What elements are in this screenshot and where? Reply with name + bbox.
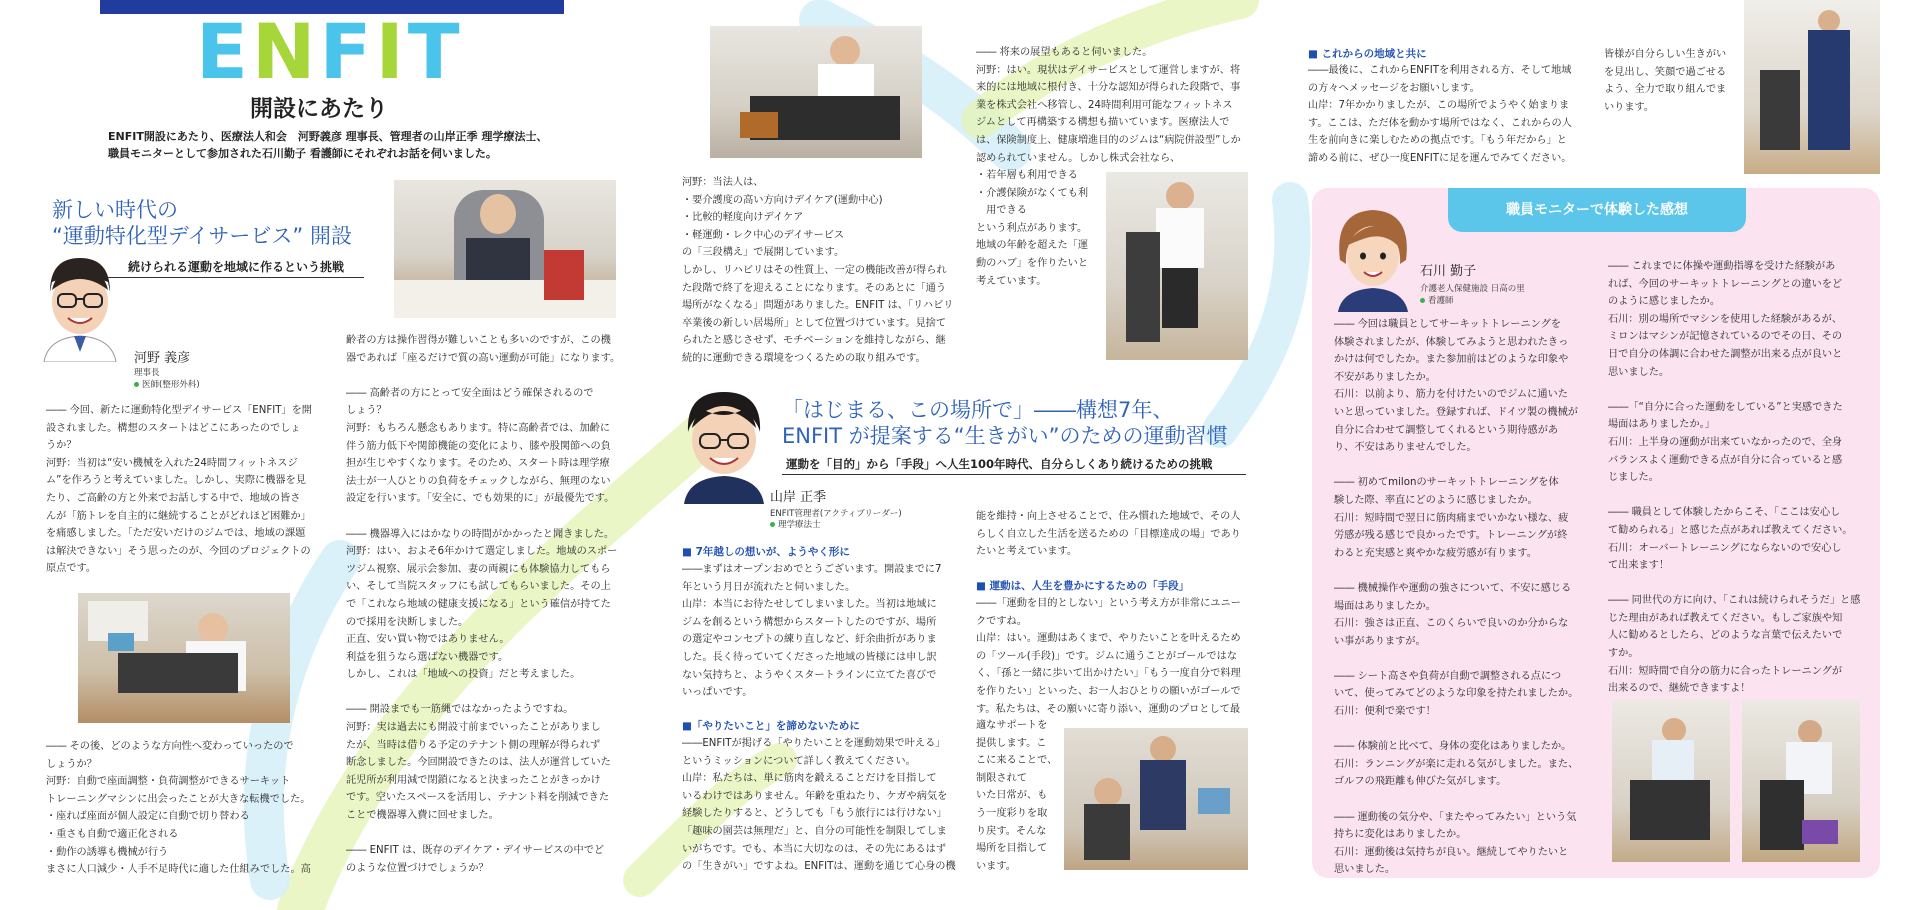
- elliptical-photo: [1106, 172, 1248, 360]
- article2-section1-title: ■ 7年越しの想いが、ようやく形に: [682, 546, 850, 558]
- article3-side: 皆様が自分らしい生きがい を見出し、笑顔で過ごせる よう、全力で取り組んでま いります。: [1604, 49, 1727, 113]
- article1-heading-line2: “運動特化型デイサービス” 開設: [52, 224, 352, 248]
- ishikawa-dept-dot: [1420, 298, 1425, 303]
- article2-section3-title: ■ 運動は、人生を豊かにするための「手段」: [976, 580, 1190, 592]
- article2-column2-top: 能を維持・向上させることで、住み慣れた地域で、その人 らしく自立した生活を送るための「目標達成の場」であり たいと考えています。: [976, 511, 1241, 558]
- article2-section2-title: ■「やりたいこと」を諦めないために: [682, 720, 860, 732]
- article2-tagline: 運動を「目的」から「手段」へ人生100年時代、自分らしくあり続けるための挑戦: [786, 457, 1213, 471]
- ishikawa-portrait-illustration: [1330, 204, 1416, 312]
- article1-column2: 齢者の方は操作習得が難しいことも多いのですが、この機 器であれば「座るだけで質の高い運動が可能」になります。 ―― 高齢者の方にとって安全面はどう確保されるので しょう？ 河野：もちろん懸念もあります。特に高齢者では、加齢に 伴う筋力低下や関節機能の変化により、膝や股関節への負 担が生じやすくなります。そのため、スタート時は理学療 法士が一人ひとりの負荷をチェックしながら、無理のない 設定を行います。「安全に、でも効果的に」が最優先です。 ―― 機器導入にはかなりの時間がかかったと聞きました。 河野：はい、およそ6年かけて選定しました。地域のスポー ツジム視察、展示会参加、妻の両親にも体験協力してもら い、そして当院スタッフにも試してもらいました。その上 で「これなら地域の健康支援になる」という確信が持てた ので採用を決断しました。 正直、安い買い物ではありません。 利益を狙うなら選ばない機器です。 しかし、これは「地域への投資」だと考えました。 ―― 開設までも一筋縄ではなかったようですね。 河野：実は過去にも開設寸前までいったことがありまし たが、当時は借りる予定のテナント側の理解が得られず 断念しました。今回開設できたのは、法人が運営していた 託児所が利用減で閉鎖になると決まったことがきっかけ です。空いたスペースを活用し、テナント料を削減できた ことで機器導入費に回せました。 ―― ENFIT は、既存のデイケア・デイサービスの中でど のような位置づけでしょうか？: [346, 335, 621, 874]
- monitor-banner-text: 職員モニターで体験した感想: [1506, 202, 1688, 218]
- kono-title: 理事長: [134, 368, 160, 378]
- article1-column4-top: ―― 将来の展望もあると伺いました。 河野：はい。現状はデイサービスとして運営しますが、将 来的には地域に根付き、十分な認知が得られた段階で、事 業を株式会社へ移管し、24時間利用可能なフィットネス ジムとして再構築する構想も描いています。医療法人で は、保険制度上、健康増進目的のジムは“病院併設型”しか 認められていません。しかし株式会社なら、: [976, 47, 1241, 164]
- article3-section-title: ■ これからの地域と共に: [1308, 48, 1427, 60]
- article2-section1-body: ――まずはオープンおめでとうございます。開設までに7 年という月日が流れたと伺いました。 山岸：本当にお待たせしてしまいました。当初は地域に ジムを創るという構想からスタートしたのですが、場所 の選定やコンセプトの練り直しなど、紆余曲折がありま した。長く待っていてくださった地域の皆様には申し訳 ない気持ちと、ようやくスタートラインに立てた喜びで いっぱいです。: [682, 564, 942, 699]
- article2-section2-body: ――ENFITが掲げる「やりたいことを運動効果で叶える」 というミッションについて詳しく教えてください。 山岸：私たちは、単に筋肉を鍛えることだけを目指して いるわけではありません。年齢を重ねたり、ケガや病気を 経験したりすると、どうしても「もう旅行には行けない」 「趣味の園芸は無理だ」と、自分の可能性を制限してしま いがちです。でも、本当に大切なのは、その先にあるはず の「生きがい」ですよね。ENFITは、運動を通じて心身の機: [682, 738, 956, 873]
- yamagishi-portrait-illustration: [674, 386, 774, 504]
- kono-name: 河野 義彦: [134, 351, 191, 366]
- article2-heading-line2: ENFIT が提案する“生きがい”のための運動習慣: [782, 424, 1228, 448]
- article1-column1-bottom: ―― その後、どのような方向性へ変わっていったので しょうか？ 河野：自動で座面調整・負荷調整ができるサーキット トレーニングマシンに出会ったことが大きな転機でした。 ・座れば座面が個人設定に自動で切り替わる ・重さも自動で適正化される ・動作の誘導も機械が行う まさに人口減少・人手不足時代に適した仕組みでした。高: [46, 741, 311, 876]
- monitor-column2: ―― これまでに体操や運動指導を受けた経験があ れば、今回のサーキットトレーニングとの違いをど のように感じましたか。 石川：別の場所でマシンを使用した経験があるが、 ミロンはマシンが記憶されているのでその日、その 日で自分の体調に合わせた調整が出来る点が良いと 思いました。 ――「“自分に合った運動をしている”と実感できた 場面はありましたか。」 石川：上半身の運動が出来ていなかったので、全身 バランスよく運動できる点が自分に合っていると感 じました。 ―― 職員として体験したからこそ、「ここは安心し て勧められる」と感じた点があれば教えてください。 石川：オーバートレーニングにならないので安心し て出来ます！ ―― 同世代の方に向け、「これは続けられそうだ」と感 じた理由があれば教えてください。もしご家族や知 人に勧めるとしたら、どのような言葉で伝えたいで すか。 石川：短時間で自分の筋力に合ったトレーニングが 出来るので、継続できますよ！: [1608, 261, 1861, 695]
- article2-heading-line1: 「はじまる、この場所で」――構想7年、: [782, 398, 1174, 422]
- kono-dept-dot: [134, 382, 139, 387]
- staff-instructing-photo: [1064, 728, 1248, 870]
- user-machine-photo: [1742, 700, 1860, 862]
- staff-standing-photo: [1744, 0, 1880, 174]
- monitor-banner: [1448, 188, 1746, 232]
- article2-tagline-rule: [782, 474, 1246, 475]
- gym-leg-press-photo: [710, 26, 922, 158]
- masthead-intro-line-1: ENFIT開設にあたり、医療法人和会 河野義彦 理事長、管理者の山岸正季 理学療法士、: [108, 130, 548, 143]
- article1-column1-top: ―― 今回、新たに運動特化型デイサービス「ENFIT」を開 設されました。構想のスタートはどこにあったのでしょ うか？ 河野：当初は“安い機械を入れた24時間フィットネスジ ム”を作ろうと考えていました。しかし、実際に機器を見 たり、ご高齢の方と外来でお話しする中で、地域の皆さ んが「筋トレを自主的に継続することがどれほど困難か」 を痛感しました。「ただ安いだけのジムでは、地域の課題 は解決できない」そう思ったのが、今回のプロジェクトの 原点です。: [46, 405, 312, 575]
- yamagishi-name: 山岸 正季: [770, 490, 827, 505]
- article1-column3: 河野：当法人は、 ・要介護度の高い方向けデイケア(運動中心) ・比較的軽度向けデイケア ・軽運動・レク中心のデイサービス の「三段構え」で展開しています。 しかし、リハビリはその性質上、一定の機能改善が得られ た段階で終了を迎えることになります。そのあとに「通う 場所がなくなる」問題がありました。ENFIT は、「リハビリ 卒業後の新しい居場所」として位置づけています。見捨て られたと感じさせず、モチベーションを維持しながら、継 続的に運動できる環境をつくるための取り組みです。: [682, 177, 954, 364]
- ishikawa-dept: 看護師: [1428, 296, 1454, 306]
- enfit-logo: ENFIT: [196, 7, 464, 96]
- article1-heading-line1: 新しい時代の: [52, 198, 178, 222]
- kono-portrait-illustration: [34, 252, 126, 362]
- ishikawa-name: 石川 勤子: [1420, 264, 1477, 279]
- monitor-column1: ―― 今回は職員としてサーキットトレーニングを 体験されましたが、体験してみようと思われたきっ かけは何でしたか。また参加前はどのような印象や 不安がありましたか。 石川：以前より、筋力を付けたいのでジムに通いた いと思っていました。登録すれば、ドイツ製の機械が 自分に合わせて調整してくれるという期待感があ り、不安はありませんでした。 ―― 初めてmilonのサーキットトレーニングを体 験した際、率直にどのように感じましたか。 石川：短時間で翌日に筋肉痛までいかない様な、疲 労感が残る感じで良かったです。トレーニングが終 わると充実感と爽やかな疲労感が有ります。 ―― 機械操作や運動の強さについて、不安に感じる 場面はありましたか。 石川：強さは正直、このくらいで良いのか分からな い事がありますが。 ―― シート高さや負荷が自動で調整される点につ いて、使ってみてどのような印象を持たれましたか。 石川：便利で楽です！ ―― 体験前と比べて、身体の変化はありましたか。 石川：ランニングが楽に走れる気がしました。また、 ゴルフの飛距離も伸びた気がします。 ―― 運動後の気分や、「またやってみたい」という気 持ちに変化はありましたか。 石川：運動後は気持ちが良い。継続してやりたいと 思いました。: [1334, 319, 1579, 876]
- article2-section3-body: ――「運動を目的としない」という考え方が非常にユニー クですね。 山岸：はい。運動はあくまで、やりたいことを叶えるため の「ツール(手段)」です。ジムに通うことがゴールではな く、「孫と一緒に歩いて出かけたい」「もう一度自分で料理 を作りたい」といった、お一人おひとりの願いがゴールで す。私たちは、その願いに寄り添い、運動のプロとして最: [976, 598, 1241, 715]
- yamagishi-dept-dot: [770, 522, 775, 527]
- exercise-machine-photo-1: [78, 593, 290, 723]
- article1-tagline: 続けられる運動を地域に作るという挑戦: [128, 260, 345, 274]
- man-in-suit-photo: [394, 180, 616, 318]
- ishikawa-title: 介護老人保健施設 日高の里: [1420, 284, 1525, 294]
- article2-section3-narrow: 適なサポートを 提供します。こ こに来ることで、 制限されて いた日常が、も う一度彩りを取 り戻す。そんな 場所を目指して います。: [976, 720, 1058, 872]
- yamagishi-dept: 理学療法士: [778, 520, 821, 530]
- masthead-subtitle: 開設にあたり: [250, 96, 388, 122]
- kono-dept: 医師(整形外科): [142, 380, 200, 390]
- article1-column4-list: ・若年層も利用できる ・介護保険がなくても利 用できる という利点があります。 地域の年齢を超えた「運 動のハブ」を作りたいと 考えています。: [976, 170, 1089, 287]
- yamagishi-title: ENFIT管理者(アクティブリーダー): [770, 509, 902, 519]
- seated-machine-photo: [1612, 700, 1730, 862]
- masthead-intro-line-2: 職員モニターとして参加された石川勤子 看護師にそれぞれお話を伺いました。: [108, 147, 497, 160]
- article3-body: ――最後に、これからENFITを利用される方、そして地域 の方々へメッセージをお願いします。 山岸：7年かかりましたが、この場所でようやく始まりま す。ここは、ただ体を動かす場所ではなく、これからの人 生を前向きに楽しむための拠点です。「もう年だから」と 諦める前に、ぜひ一度ENFITに足を運んでみてください。: [1308, 65, 1572, 164]
